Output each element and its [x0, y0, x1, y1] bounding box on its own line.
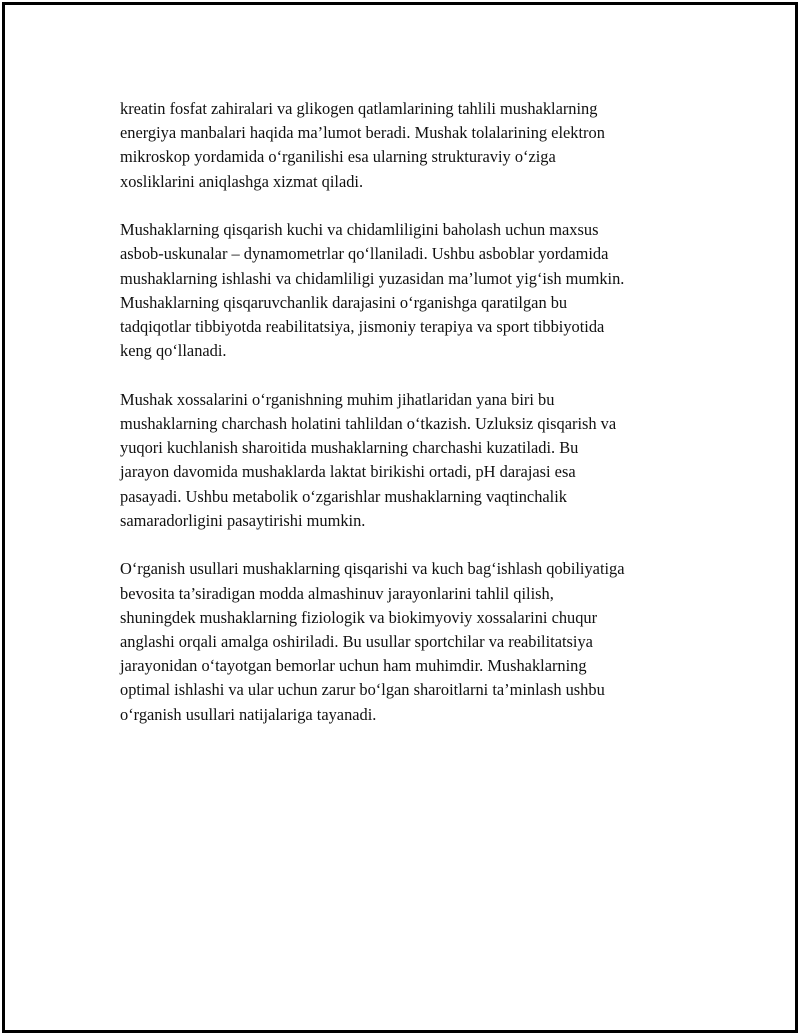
paragraph-4: Oʻrganish usullari mushaklarning qisqarishi va kuch bagʻishlash qobiliyatiga bevosita ta’siradigan modda almashinuv jarayonlarini tahlil qilish, shuningdek mushaklarning fiziologik va biokimyoviy xossalarini chuqur anglashi orqali amalga oshiriladi. Bu usullar sportchilar va reabilitatsiya jarayonidan oʻtayotgan bemorlar uchun ham muhimdir. Mushaklarning optimal ishlashi va ular uchun zarur boʻlgan sharoitlarni ta’minlash ushbu oʻrganish usullari natijalariga tayanadi. — [120, 559, 625, 724]
paragraph-3: Mushak xossalarini oʻrganishning muhim jihatlaridan yana biri bu mushaklarning charchash holatini tahlildan oʻtkazish. Uzluksiz qisqarish va yuqori kuchlanish sharoitida mushaklarning charchashi kuzatiladi. Bu jarayon davomida mushaklarda laktat birikishi ortadi, pH darajasi esa pasayadi. Ushbu metabolik oʻzgarishlar mushaklarning vaqtinchalik samaradorligini pasaytirishi mumkin. — [120, 389, 617, 530]
document-body — [120, 97, 700, 751]
paragraph-2: Mushaklarning qisqarish kuchi va chidamliligini baholash uchun maxsus asbob-uskunalar – dynamometrlar qoʻllaniladi. Ushbu asboblar yordamida mushaklarning ishlashi va chidamliligi yuzasidan ma’lumot yigʻish mumkin. Mushaklarning qisqaruvchanlik darajasini oʻrganishga qaratilgan bu tadqiqotlar tibbiyotda reabilitatsiya, jismoniy terapiya va sport tibbiyotida keng qoʻllanadi. — [120, 220, 625, 361]
paragraph-1: kreatin fosfat zahiralari va glikogen qatlamlarining tahlili mushaklarning energiya manbalari haqida ma’lumot beradi. Mushak tolalarining elektron mikroskop yordamida oʻrganilishi esa ularning strukturaviy oʻziga xosliklarini aniqlashga xizmat qiladi. — [120, 99, 605, 191]
document-page — [2, 2, 798, 1033]
